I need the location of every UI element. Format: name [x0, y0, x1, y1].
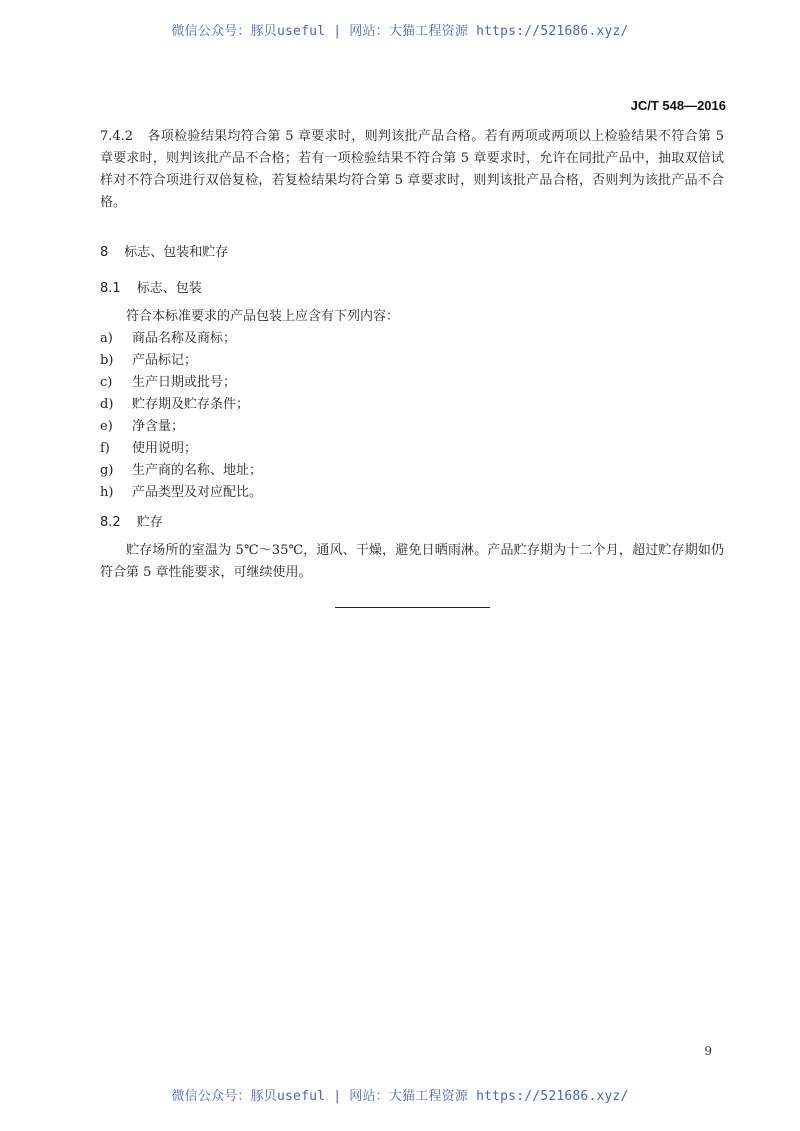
list-item [100, 416, 724, 438]
clause-number: 7.4.2 [100, 129, 134, 144]
item-text: 生产商的名称、地址； [132, 463, 263, 478]
clause-8-1-heading [100, 278, 724, 300]
item-marker: e) [100, 419, 113, 434]
clause-8-1-intro: 符合本标准要求的产品包装上应含有下列内容： [126, 309, 400, 324]
item-text: 商品名称及商标； [132, 331, 237, 346]
clause-7-4-2 [100, 126, 724, 214]
chapter-8-heading [100, 242, 724, 264]
item-marker: f) [100, 441, 110, 456]
watermark-top: 微信公众号：豚贝useful | 网站：大猫工程资源 https://521686.xyz/ [171, 24, 629, 39]
item-marker: c) [100, 375, 113, 390]
item-text: 贮存期及贮存条件； [132, 397, 250, 412]
list-item [100, 460, 724, 482]
item-marker: b) [100, 353, 114, 368]
clause-title: 标志、包装 [136, 281, 202, 296]
document-code: JC/T 548—2016 [630, 98, 726, 113]
clause-title: 贮存 [136, 515, 163, 530]
list-item [100, 438, 724, 460]
item-text: 产品标记； [132, 353, 198, 368]
clause-8-2-heading [100, 512, 724, 534]
list-item [100, 350, 724, 372]
item-marker: g) [100, 463, 114, 478]
item-marker: d) [100, 397, 114, 412]
clause-number: 8.2 [100, 515, 121, 530]
item-text: 使用说明； [132, 441, 198, 456]
chapter-title: 标志、包装和贮存 [124, 245, 229, 260]
clause-number: 8.1 [100, 281, 121, 296]
end-of-document-rule [335, 607, 490, 608]
item-text: 生产日期或批号； [132, 375, 237, 390]
item-text: 净含量； [132, 419, 185, 434]
list-item [100, 482, 724, 504]
list-item [100, 394, 724, 416]
item-text: 产品类型及对应配比。 [132, 485, 263, 500]
item-marker: a) [100, 331, 113, 346]
item-marker: h) [100, 485, 114, 500]
clause-text: 各项检验结果均符合第 5 章要求时，则判该批产品合格。若有两项或两项以上检验结果不符合第 5 章要求时，则判该批产品不合格；若有一项检验结果不符合第 5 章要求时，允许在同批产品中，抽取双倍试样对不符合项进行双倍复检，若复检结果均符合第 5 章要求时，则判该批产品合格，否则判为该批产品不合格。 [100, 129, 724, 210]
page-number: 9 [704, 1044, 712, 1058]
page-content [100, 126, 724, 584]
clause-8-2-text: 贮存场所的室温为 5℃～35℃，通风、干燥，避免日晒雨淋。产品贮存期为十二个月，超过贮存期如仍符合第 5 章性能要求，可继续使用。 [100, 543, 724, 580]
watermark-bottom: 微信公众号：豚贝useful | 网站：大猫工程资源 https://521686.xyz/ [171, 1089, 629, 1104]
list-item [100, 372, 724, 394]
chapter-number: 8 [100, 245, 109, 260]
list-item [100, 328, 724, 350]
marking-items-list [100, 328, 724, 504]
